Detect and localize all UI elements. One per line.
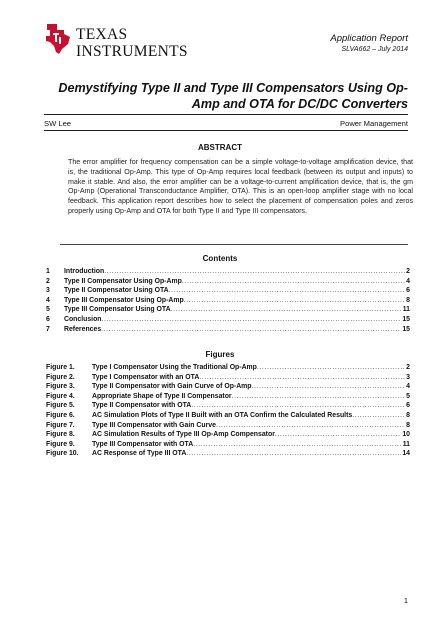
abstract-text: The error amplifier for frequency compensation can be a simple voltage-to-voltage amplification device, that is, the traditional Op-Amp. This type of Op-Amp requires local feedback (between its output and inputs) to make it stable. And also, the error amplifier can be a voltage-to-current amplification device, that is, the gm Op-Amp (Operational Transconductance Amplifier, OTA). This is an open-loop amplifier stage with no local feedback. This application report describes how to select the placement of compensation poles and zeros properly using Op-Amp and OTA for both Type II and Type III compensators.: [68, 158, 413, 215]
toc-title: Type III Compensator Using Op-Amp: [64, 296, 184, 304]
figure-page: 5: [406, 392, 410, 400]
figure-entry[interactable]: [46, 393, 410, 403]
figure-page: 4: [406, 383, 410, 391]
toc-leader: [171, 306, 402, 313]
ti-logo: [44, 22, 188, 59]
toc-page: 6: [406, 287, 410, 295]
figure-leader: [257, 364, 405, 371]
figure-leader: [252, 383, 406, 390]
toc-entry[interactable]: [46, 287, 410, 297]
toc-entry[interactable]: [46, 297, 410, 307]
figure-leader: [232, 393, 406, 400]
toc-entry[interactable]: [46, 316, 410, 326]
figure-number: Figure 4.: [46, 392, 75, 400]
figure-number: Figure 7.: [46, 421, 75, 429]
author: SW Lee: [44, 119, 72, 128]
figure-number: Figure 2.: [46, 373, 75, 381]
toc-page: 15: [402, 315, 410, 323]
toc-leader: [104, 268, 405, 275]
toc-page: 8: [406, 296, 410, 304]
contents-heading: Contents: [202, 254, 238, 263]
figure-number: Figure 6.: [46, 411, 75, 419]
toc-leader: [169, 287, 406, 294]
toc-number: 2: [46, 277, 50, 285]
report-id: SLVA662 – July 2014: [341, 46, 408, 53]
toc-leader: [184, 297, 405, 304]
title-line-2: Amp and OTA for DC/DC Converters: [191, 97, 408, 111]
title-divider: [44, 114, 408, 115]
figure-entry[interactable]: [46, 450, 410, 460]
figure-page: 8: [406, 411, 410, 419]
toc-title: Type II Compensator Using Op-Amp: [64, 277, 182, 285]
toc-number: 3: [46, 287, 50, 295]
figure-entry[interactable]: [46, 441, 410, 451]
figure-title: Type II Compensator with Gain Curve of Op-Amp: [92, 383, 252, 391]
toc-entry[interactable]: [46, 268, 410, 278]
figure-number: Figure 10.: [46, 450, 79, 458]
figure-page: 2: [406, 364, 410, 371]
figure-entry[interactable]: [46, 431, 410, 441]
figure-title: Appropriate Shape of Type II Compensator: [92, 392, 232, 400]
figure-title: Type I Compensator with an OTA: [92, 373, 200, 381]
department: Power Management: [340, 119, 408, 128]
figure-entry[interactable]: [46, 374, 410, 384]
title-line-1: Demystifying Type II and Type III Compensators Using Op-: [58, 81, 408, 95]
figure-entry[interactable]: [46, 383, 410, 393]
figure-page: 10: [402, 431, 410, 439]
toc-title: Type II Compensator Using OTA: [64, 287, 169, 295]
toc-number: 4: [46, 296, 50, 304]
figure-entry[interactable]: [46, 402, 410, 412]
figure-title: AC Simulation Results of Type III Op-Amp Compensator: [92, 431, 275, 439]
toc-page: 4: [406, 277, 410, 285]
figure-number: Figure 1.: [46, 364, 75, 371]
texas-state-logo-icon: [44, 22, 72, 56]
figure-leader: [199, 374, 405, 381]
figure-page: 8: [406, 421, 410, 429]
figure-entry[interactable]: [46, 412, 410, 422]
figure-title: AC Response of Type III OTA: [92, 450, 187, 458]
toc-page: 11: [402, 306, 410, 314]
logo-line-instruments: INSTRUMENTS: [76, 42, 188, 60]
figure-title: Type II Compensator with OTA: [92, 402, 192, 410]
figure-page: 6: [406, 402, 410, 410]
toc-leader: [102, 316, 402, 323]
figure-entry[interactable]: [46, 364, 410, 374]
abstract-divider: [60, 244, 408, 245]
toc-title: References: [64, 325, 102, 333]
page-number: 1: [403, 596, 408, 605]
toc-page: 15: [402, 325, 410, 333]
figure-title: Type III Compensator with OTA: [92, 440, 194, 448]
figure-leader: [275, 431, 401, 438]
figure-number: Figure 8.: [46, 431, 75, 439]
abstract-heading: ABSTRACT: [198, 143, 242, 152]
figure-title: AC Simulation Plots of Type II Built with an OTA Confirm the Calculated Results: [92, 411, 353, 419]
toc-entry[interactable]: [46, 306, 410, 316]
figures-list: [46, 364, 410, 460]
figure-leader: [216, 422, 405, 429]
figure-page: 11: [402, 440, 410, 448]
figure-leader: [352, 412, 405, 419]
figure-leader: [186, 450, 401, 457]
figure-number: Figure 5.: [46, 402, 75, 410]
report-type: Application Report: [330, 33, 408, 44]
figure-entry[interactable]: [46, 422, 410, 432]
toc-entry[interactable]: [46, 278, 410, 288]
figure-number: Figure 3.: [46, 383, 75, 391]
figure-leader: [191, 402, 405, 409]
document-title: [28, 80, 408, 112]
toc-title: Conclusion: [64, 315, 102, 323]
toc-leader: [101, 326, 401, 333]
logo-line-texas: TEXAS: [76, 26, 128, 43]
figure-title: Type I Compensator Using the Traditional Op-Amp: [92, 364, 257, 371]
figure-leader: [193, 441, 402, 448]
figure-number: Figure 9.: [46, 440, 75, 448]
figures-heading: Figures: [205, 350, 235, 359]
toc-number: 6: [46, 315, 50, 323]
toc-entry[interactable]: [46, 326, 410, 336]
toc-number: 7: [46, 325, 50, 333]
toc-title: Introduction: [64, 268, 105, 275]
toc-number: 5: [46, 306, 50, 314]
contents-list: [46, 268, 410, 335]
toc-page: 2: [406, 268, 410, 275]
figure-page: 3: [406, 373, 410, 381]
toc-title: Type III Compensator Using OTA: [64, 306, 171, 314]
figure-page: 14: [402, 450, 410, 458]
author-divider: [44, 130, 408, 131]
figure-title: Type III Compensator with Gain Curve: [92, 421, 216, 429]
toc-leader: [182, 278, 405, 285]
toc-number: 1: [46, 268, 50, 275]
